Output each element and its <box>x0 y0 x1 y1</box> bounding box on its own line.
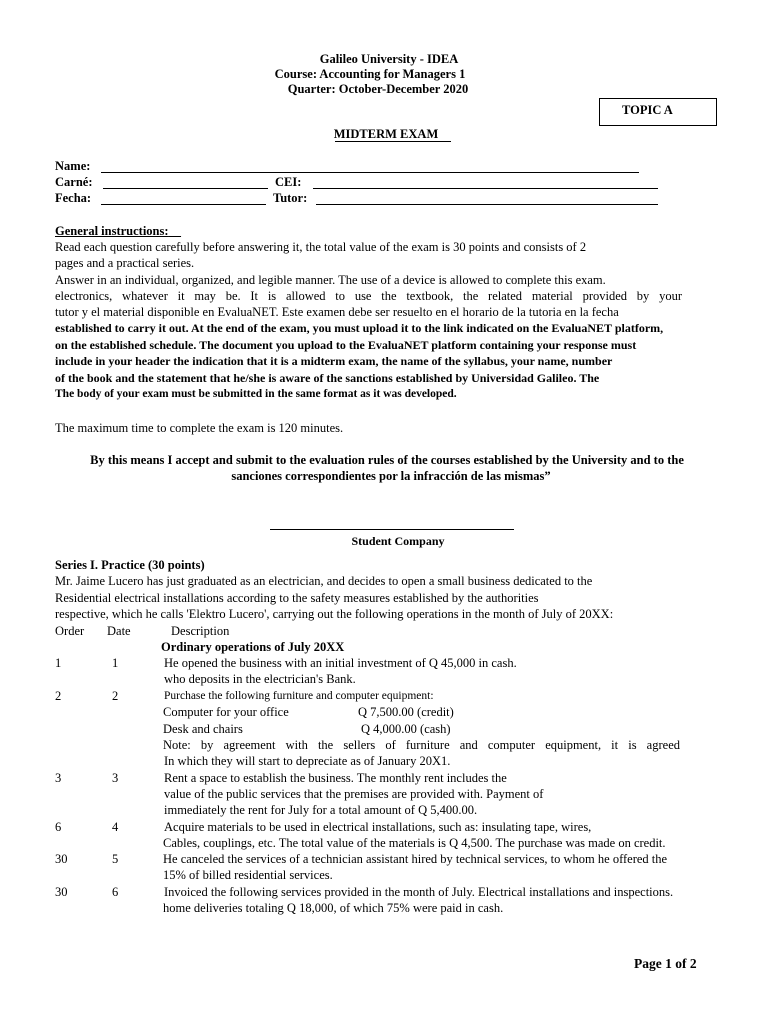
name-field[interactable] <box>101 172 639 173</box>
note-line: In which they will start to depreciate as of January 20X1. <box>164 754 451 768</box>
column-date-header: Date <box>107 624 131 638</box>
cei-label: CEI: <box>275 175 302 189</box>
name-label: Name: <box>55 159 91 173</box>
instruction-line: Read each question carefully before answering it, the total value of the exam is 30 points and consists of 2 <box>55 240 587 254</box>
op-date: 6 <box>112 885 119 899</box>
instruction-line: pages and a practical series. <box>55 256 195 270</box>
instruction-bold-line: of the book and the statement that he/she is aware of the sanctions established by Universidad Galileo. The <box>55 371 600 385</box>
quarter-title: Quarter: October-December 2020 <box>287 82 469 96</box>
carne-field[interactable] <box>103 188 268 189</box>
op-description: He canceled the services of a technician assistant hired by technical services, to whom he offered the <box>163 852 668 866</box>
op-order: 3 <box>55 771 62 785</box>
op-date: 2 <box>112 689 119 703</box>
acceptance-line-2: sanciones correspondientes por la infracción de las mismas” <box>231 469 551 483</box>
purchase-amount: Q 7,500.00 (credit) <box>358 705 454 719</box>
fecha-field[interactable] <box>101 204 266 205</box>
instruction-bold-line: on the established schedule. The document you upload to the EvaluaNET platform containing your response must <box>55 338 637 352</box>
instructions-heading: General instructions: <box>55 224 169 238</box>
instruction-line: tutor y el material disponible en EvaluaNET. Este examen debe ser resuelto en el horario de la tutoria en la fecha <box>55 305 619 319</box>
signature-line[interactable] <box>270 529 514 530</box>
op-date: 4 <box>112 820 119 834</box>
op-description: He opened the business with an initial investment of Q 45,000 in cash. <box>164 656 517 670</box>
acceptance-line-1: By this means I accept and submit to the evaluation rules of the courses established by the University and to the <box>90 453 684 467</box>
section-title: Ordinary operations of July 20XX <box>161 640 345 654</box>
max-time-text: The maximum time to complete the exam is 120 minutes. <box>55 421 344 435</box>
cei-field[interactable] <box>313 188 658 189</box>
op-description: Cables, couplings, etc. The total value of the materials is Q 4,500. The purchase was made on credit. <box>163 836 666 850</box>
purchase-item: Computer for your office <box>163 705 289 719</box>
university-title: Galileo University - IDEA <box>319 52 459 66</box>
op-order: 1 <box>55 656 62 670</box>
op-description: Acquire materials to be used in electrical installations, such as: insulating tape, wires, <box>164 820 592 834</box>
column-description-header: Description <box>171 624 230 638</box>
carne-label: Carné: <box>55 175 93 189</box>
note-line: Note: by agreement with the sellers of furniture and computer equipment, it is agreed <box>163 738 680 752</box>
op-date: 5 <box>112 852 119 866</box>
op-order: 2 <box>55 689 62 703</box>
op-description: Purchase the following furniture and computer equipment: <box>164 690 434 702</box>
series-intro-line: Mr. Jaime Lucero has just graduated as an electrician, and decides to open a small business dedicated to the <box>55 574 593 588</box>
topic-box: TOPIC A <box>599 98 717 126</box>
op-order: 30 <box>55 885 68 899</box>
column-order-header: Order <box>55 624 85 638</box>
instruction-bold-line: established to carry it out. At the end of the exam, you must upload it to the link indicated on the EvaluaNET platform, <box>55 321 664 335</box>
op-description: who deposits in the electrician's Bank. <box>164 672 356 686</box>
op-description: value of the public services that the premises are provided with. Payment of <box>164 787 544 801</box>
signature-label: Student Company <box>351 534 445 548</box>
exam-title: MIDTERM EXAM <box>333 127 439 141</box>
tutor-field[interactable] <box>316 204 658 205</box>
op-order: 6 <box>55 820 62 834</box>
page-number: Page 1 of 2 <box>634 956 697 971</box>
instruction-line: Answer in an individual, organized, and legible manner. The use of a device is allowed to complete this exam. <box>55 273 606 287</box>
purchase-amount: Q 4,000.00 (cash) <box>361 722 451 736</box>
course-title: Course: Accounting for Managers 1 <box>274 67 466 81</box>
instruction-line: electronics, whatever it may be. It is allowed to use the textbook, the related material provided by your <box>55 289 682 303</box>
instruction-bold-line: The body of your exam must be submitted in the same format as it was developed. <box>55 388 457 400</box>
tutor-label: Tutor: <box>273 191 308 205</box>
op-date: 3 <box>112 771 119 785</box>
op-order: 30 <box>55 852 68 866</box>
instruction-bold-line: include in your header the indication that it is a midterm exam, the name of the syllabus, your name, number <box>55 354 613 368</box>
op-date: 1 <box>112 656 119 670</box>
op-description: Rent a space to establish the business. The monthly rent includes the <box>164 771 507 785</box>
exam-title-underline <box>335 141 451 142</box>
op-description: Invoiced the following services provided in the month of July. Electrical installations and inspections. <box>164 885 674 899</box>
op-description: 15% of billed residential services. <box>163 868 333 882</box>
op-description: home deliveries totaling Q 18,000, of which 75% were paid in cash. <box>163 901 504 915</box>
series-intro-line: Residential electrical installations according to the safety measures established by the authorities <box>55 591 539 605</box>
op-description: immediately the rent for July for a total amount of Q 5,400.00. <box>164 803 478 817</box>
fecha-label: Fecha: <box>55 191 92 205</box>
series-intro-line: respective, which he calls 'Elektro Lucero', carrying out the following operations in the month of July of 20XX: <box>55 607 614 621</box>
purchase-item: Desk and chairs <box>163 722 243 736</box>
series-heading: Series I. Practice (30 points) <box>55 558 205 572</box>
